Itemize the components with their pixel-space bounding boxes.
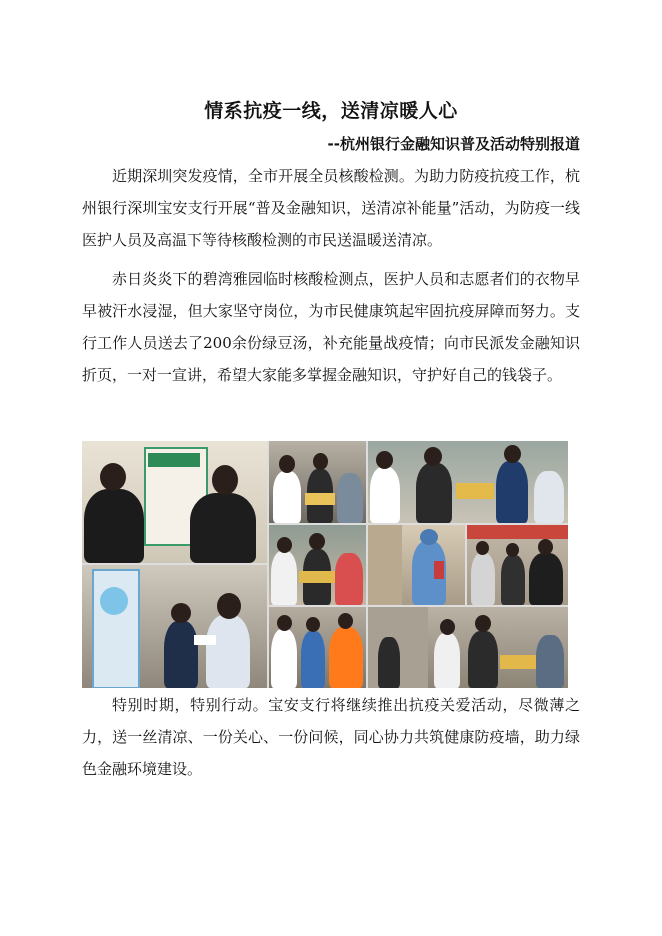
activity-photo-4 (269, 525, 366, 605)
photo-collage (82, 441, 568, 688)
paragraph-2 (82, 263, 580, 391)
paragraph-text: 近期深圳突发疫情，全市开展全员核酸检测。为助力防疫抗疫工作，杭州银行深圳宝安支行开展“普及金融知识，送清凉补能量”活动，为防疫一线医护人员及高温下等待核酸检测的市民送温暖送清凉。 (82, 167, 580, 249)
activity-photo-1 (82, 441, 267, 563)
paragraph-text: 赤日炎炎下的碧湾雅园临时核酸检测点，医护人员和志愿者们的衣物早早被汗水浸湿，但大家坚守岗位，为市民健康筑起牢固抗疫屏障而努力。支行工作人员送去了200余份绿豆汤，补充能量战疫情；向市民派发金融知识折页，一对一宣讲，希望大家能多掌握金融知识，守护好自己的钱袋子。 (82, 270, 580, 384)
activity-photo-2 (269, 441, 366, 523)
activity-photo-9 (368, 607, 568, 688)
paragraph-1 (82, 160, 580, 256)
paragraph-text: 特别时期，特别行动。宝安支行将继续推出抗疫关爱活动，尽微薄之力，送一丝清凉、一份关心、一份问候，同心协力共筑健康防疫墙，助力绿色金融环境建设。 (82, 696, 580, 778)
activity-photo-7 (82, 565, 267, 688)
activity-photo-3 (368, 441, 568, 523)
article-title: 情系抗疫一线，送清凉暖人心 (204, 100, 458, 122)
activity-photo-6 (467, 525, 568, 605)
activity-photo-5 (368, 525, 465, 605)
activity-photo-8 (269, 607, 366, 688)
paragraph-3 (82, 689, 580, 785)
article-subtitle: --杭州银行金融知识普及活动特别报道 (327, 135, 580, 153)
